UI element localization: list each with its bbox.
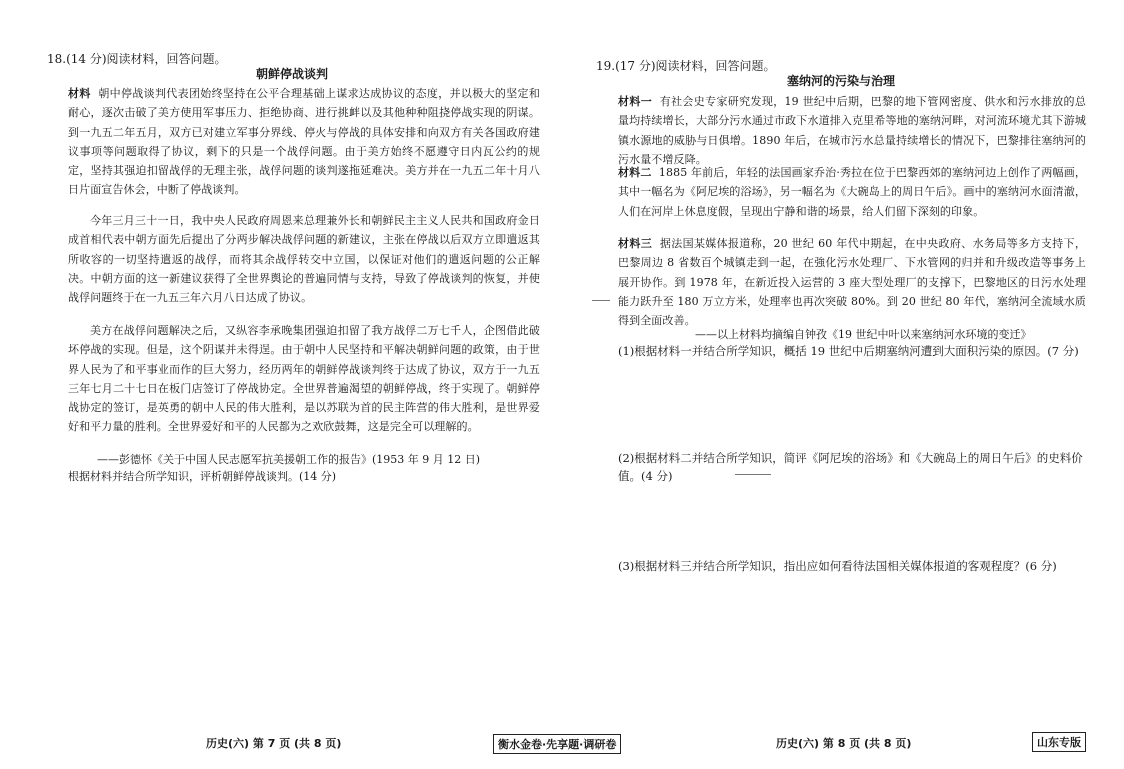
- q18-source-citation: ——彭德怀《关于中国人民志愿军抗美援朝工作的报告》(1953 年 9 月 12 日): [97, 453, 481, 466]
- q18-material-paragraph-1: [68, 84, 540, 200]
- q18-question-prompt: 根据材料并结合所学知识，评析朝鲜停战谈判。(14 分): [68, 470, 337, 483]
- scan-mark: [592, 300, 610, 301]
- edition-badge: 山东专版: [1032, 732, 1086, 752]
- material-1-label: 材料一: [618, 95, 653, 108]
- q18-material-paragraph-2: 今年三月三十一日，我中央人民政府周恩来总理兼外长和朝鲜民主主义人民共和国政府金日成首相代表中朝方面先后提出了分两步解决战俘问题的新建议，主张在停战以后双方立即遣返其所收容的一切坚持遣返的战俘，而将其余战俘转交中立国，以保证对他们的遣返问题的公正解决。中朝方面的这一新建议获得了全世界舆论的普遍同情与支持，导致了停战谈判的恢复，并使战俘问题终于在一九五三年六月八日达成了协议。: [68, 214, 540, 305]
- right-page-footer: 历史(六) 第 8 页 (共 8 页): [776, 737, 912, 750]
- material-1-text: 有社会史专家研究发现，19 世纪中后期，巴黎的地下管网密度、供水和污水排放的总量均持续增长，大部分污水通过市政下水道排入克里希等地的塞纳河畔，对河流环境尤其下游城镇水源地的威胁与日俱增。1890 年后，在城市污水总量持续增长的情况下，巴黎排往塞纳河的污水量不增反降。: [618, 95, 1086, 166]
- q19-subquestion-3: (3)根据材料三并结合所学知识，指出应如何看待法国相关媒体报道的客观程度？(6 分): [618, 559, 1057, 573]
- q18-material-paragraph-3: 美方在战俘问题解决之后，又纵容李承晚集团强迫扣留了我方战俘二万七千人，企图借此破坏停战的实现。但是，这个阴谋并未得逞。由于朝中人民坚持和平解决朝鲜问题的政策，由于世界人民为了和平事业而作的巨大努力，经历两年的朝鲜停战谈判终于达成了协议，双方于一九五三年七月二十七日在板门店签订了停战协定。全世界普遍渴望的朝鲜停战，终于实现了。朝鲜停战协定的签订，是英勇的朝中人民的伟大胜利，是以苏联为首的民主阵营的伟大胜利，是世界爱好和平力量的胜利。全世界爱好和平的人民都为之欢欣鼓舞，这是完全可以理解的。: [68, 324, 540, 434]
- material-3-text: 据法国某媒体报道称，20 世纪 60 年代中期起，在中央政府、水务局等多方支持下，巴黎周边 8 省数百个城镇走到一起，在強化污水处理厂、下水管网的归并和升级改造等事务上展开协作。到 1978 年，在新近投入运营的 3 座大型处理厂的支撑下，巴黎地区的日污水处理能力跃升至 180 万立方米，处理率也再次突破 80%。到 20 世纪 80 年代，塞纳河全流域水质得到全面改善。: [618, 237, 1086, 328]
- left-page-footer: 历史(六) 第 7 页 (共 8 页): [206, 737, 342, 750]
- question-19-heading: 19.(17 分)阅读材料，回答问题。: [596, 59, 776, 73]
- question-19-title: 塞纳河的污染与治理: [786, 74, 895, 88]
- q19-material-2: [618, 163, 1086, 221]
- q19-material-1: [618, 92, 1086, 169]
- q19-material-3: [618, 234, 1086, 330]
- paragraph-text: 朝中停战谈判代表团始终坚持在公平合理基础上谋求达成协议的态度，并以极大的坚定和耐心，逐次击破了美方使用军事压力、拒绝协商、进行挑衅以及其他种种阻挠停战实现的阴谋。到一九五二年五月，双方已对建立军事分界线、停火与停战的具体安排和向双方有关各国政府建议事项等问题取得了协议，剩下的只是一个战俘问题。由于美方始终不愿遵守日内瓦公约的规定，坚持其强迫扣留战俘的无理主张，战俘问题的谈判遂拖延难决。美方并在一九五二年十月八日片面宣告休会，中断了停战谈判。: [68, 87, 540, 197]
- q19-subquestion-2: (2)根据材料二并结合所学知识，简评《阿尼埃的浴场》和《大碗岛上的周日午后》的史料价值。(4 分): [618, 451, 1083, 483]
- question-18-title: 朝鲜停战谈判: [255, 67, 328, 81]
- material-3-label: 材料三: [618, 237, 653, 250]
- question-18-heading: 18.(14 分)阅读材料，回答问题。: [47, 52, 227, 66]
- right-page: [562, 0, 1124, 769]
- material-label: 材料: [68, 87, 91, 100]
- center-footer-brand: 衡水金卷·先享题·调研卷: [493, 734, 621, 754]
- material-2-label: 材料二: [618, 166, 652, 179]
- q19-source-citation: ——以上材料均摘编自钟孜《19 世纪中叶以来塞纳河水环境的变迁》: [695, 328, 1032, 341]
- left-page: [0, 0, 560, 769]
- scan-mark: [735, 474, 771, 475]
- q19-subquestion-1: (1)根据材料一并结合所学知识，概括 19 世纪中后期塞纳河遭到大面积污染的原因。(7 分): [618, 344, 1079, 358]
- material-2-text: 1885 年前后，年轻的法国画家乔治·秀拉在位于巴黎西郊的塞纳河边上创作了两幅画，其中一幅名为《阿尼埃的浴场》，另一幅名为《大碗岛上的周日午后》。画中的塞纳河水面清澈，人们在河岸上休息度假，呈现出宁静和谐的场景，给人们留下深刻的印象。: [618, 166, 1086, 218]
